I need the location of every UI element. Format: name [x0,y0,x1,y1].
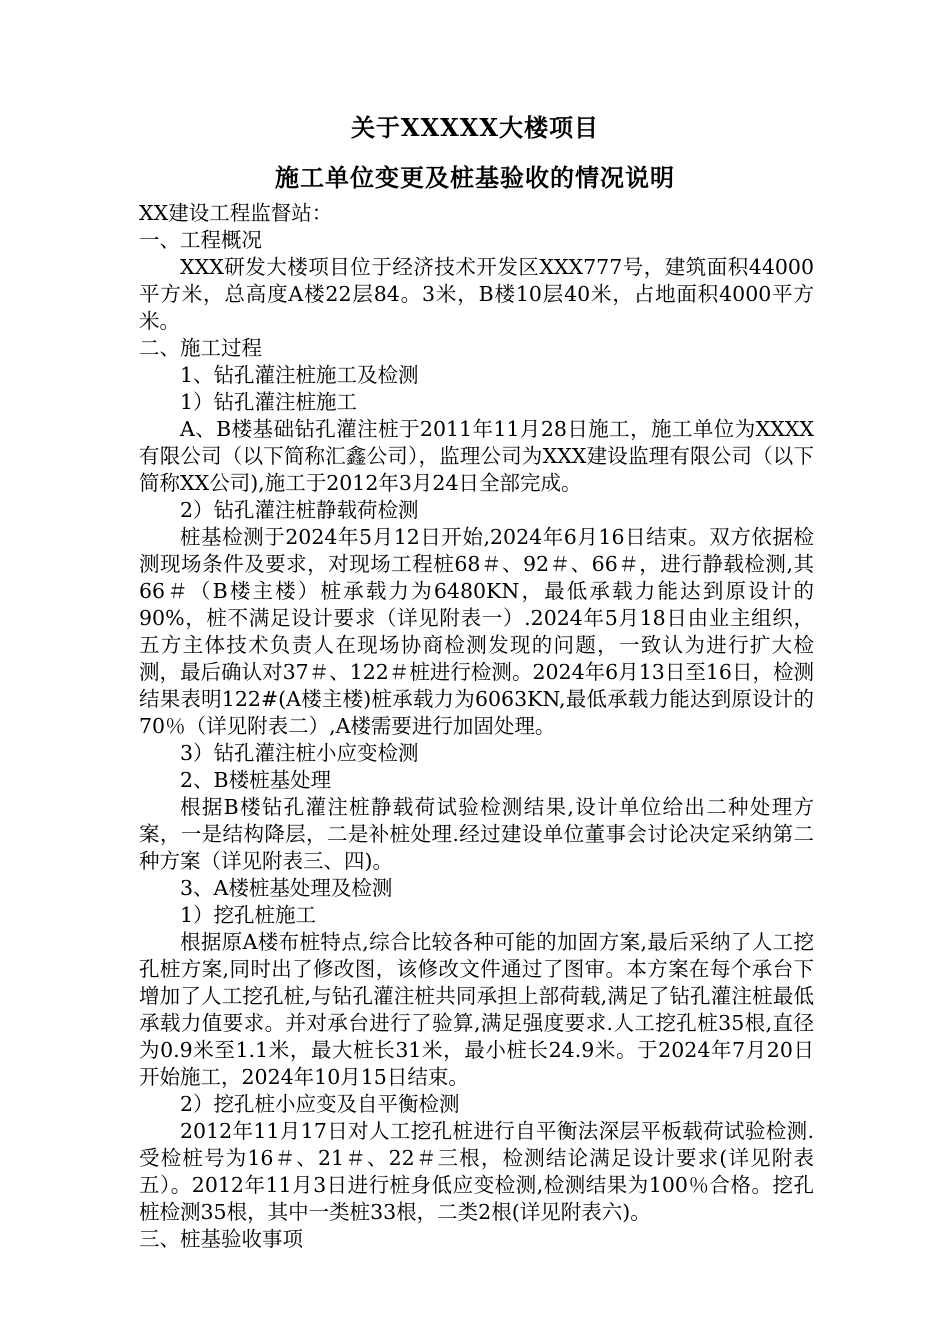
paragraph: 1、钻孔灌注桩施工及检测 [180,363,419,387]
paragraph: 2012年11月17日对人工挖孔桩进行自平衡法深层平板载荷试验检测.受检桩号为16＃、21＃、22＃三根，检测结论满足设计要求(详见附表五）。2012年11月3日进行桩身低应变检测,检测结果为100％合格。挖孔桩检测35根，其中一类桩33根，二类2根(详见附表六)。 [139,1119,814,1224]
paragraph: A、B楼基础钻孔灌注桩于2011年11月28日施工，施工单位为XXXX有限公司（以下简称汇鑫公司），监理公司为XXX建设监理有限公司（以下简称XX公司),施工于2012年3月24日全部完成。 [139,417,814,495]
document-title-line1: 关于XXXXX大楼项目 [350,113,600,142]
paragraph: 3）钻孔灌注桩小应变检测 [180,741,419,765]
paragraph: 2、B楼桩基处理 [180,768,332,792]
paragraph: 1）钻孔灌注桩施工 [180,390,358,414]
paragraph: 2）钻孔灌注桩静载荷检测 [180,498,419,522]
document-title-line2: 施工单位变更及桩基验收的情况说明 [275,163,675,192]
paragraph: 二、施工过程 [139,336,262,360]
document-body [139,200,814,1253]
paragraph: 2）挖孔桩小应变及自平衡检测 [180,1092,460,1116]
paragraph: 一、工程概况 [139,228,262,252]
paragraph: 3、A楼桩基处理及检测 [180,876,393,900]
paragraph: 根据B楼钻孔灌注桩静载荷试验检测结果,设计单位给出二种处理方案，一是结构降层，二是补桩处理.经过建设单位董事会讨论决定采纳第二种方案（详见附表三、四)。 [139,795,814,873]
paragraph: 桩基检测于2024年5月12日开始,2024年6月16日结束。双方依据检测现场条件及要求，对现场工程桩68＃、92＃、66＃，进行静载检测,其66＃（B楼主楼）桩承载力为6480KN，最低承载力能达到原设计的90%，桩不满足设计要求（详见附表一）.2024年5月18日由业主组织，五方主体技术负责人在现场协商检测发现的问题，一致认为进行扩大检测，最后确认对37＃、122＃桩进行检测。2024年6月13日至16日，检测结果表明122#(A楼主楼)桩承载力为6063KN,最低承载力能达到原设计的70％（详见附表二）,A楼需要进行加固处理。 [139,525,814,738]
paragraph: 1）挖孔桩施工 [180,903,317,927]
paragraph: XX建设工程监督站： [139,201,333,225]
paragraph: 三、桩基验收事项 [139,1227,303,1251]
paragraph: XXX研发大楼项目位于经济技术开发区XXX777号，建筑面积44000平方米，总高度A楼22层84。3米，B楼10层40米，占地面积4000平方米。 [139,255,814,333]
paragraph: 根据原A楼布桩特点,综合比较各种可能的加固方案,最后采纳了人工挖孔桩方案,同时出了修改图，该修改文件通过了图审。本方案在每个承台下增加了人工挖孔桩,与钻孔灌注桩共同承担上部荷载,满足了钻孔灌注桩最低承载力值要求。并对承台进行了验算,满足强度要求.人工挖孔桩35根,直径为0.9米至1.1米，最大桩长31米，最小桩长24.9米。于2024年7月20日开始施工，2024年10月15日结束。 [139,930,814,1089]
